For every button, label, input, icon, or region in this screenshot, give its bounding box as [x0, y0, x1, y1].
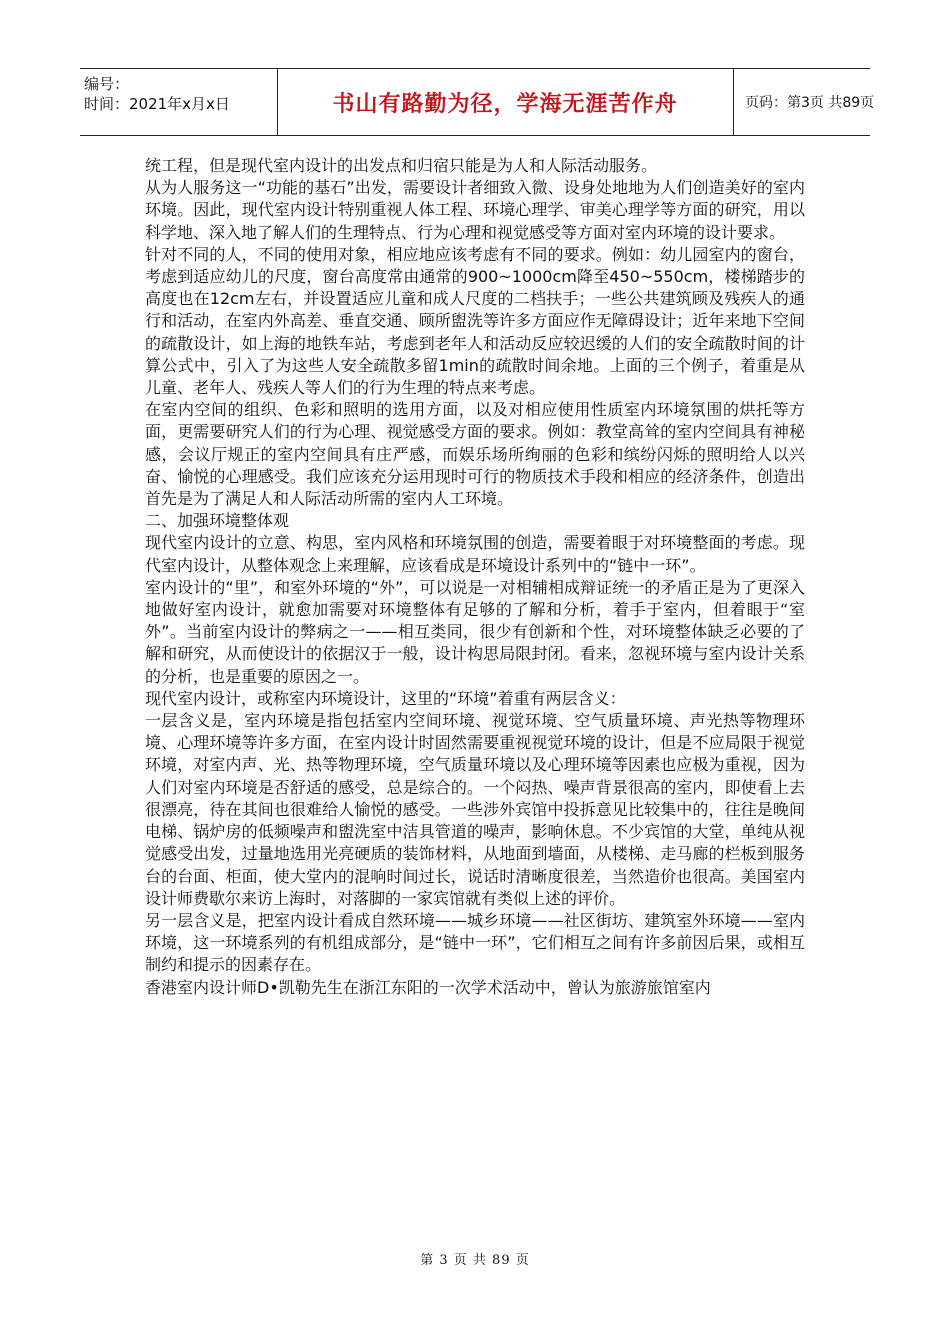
paragraph: 在室内空间的组织、色彩和照明的选用方面，以及对相应使用性质室内环境氛围的烘托等方面，更需要研究人们的行为心理、视觉感受方面的要求。例如：教堂高耸的室内空间具有神秘感，会议厅规正的室内空间具有庄严感，而娱乐场所绚丽的色彩和缤纷闪烁的照明给人以兴奋、愉悦的心理感受。我们应该充分运用现时可行的物质技术手段和相应的经济条件，创造出首先是为了满足人和人际活动所需的室内人工环境。	[145, 400, 805, 509]
header-page-info: 页码：第3页 共89页	[745, 95, 875, 111]
paragraph: 统工程，但是现代室内设计的出发点和归宿只能是为人和人际活动服务。	[145, 156, 658, 175]
paragraph: 针对不同的人，不同的使用对象，相应地应该考虑有不同的要求。例如：幼儿园室内的窗台，考虑到适应幼儿的尺度，窗台高度常由通常的900~1000cm降至450~550cm，楼梯踏步的高度也在12cm左右，并设置适应儿童和成人尺度的二档扶手；一些公共建筑顾及残疾人的通行和活动，在室内外高差、垂直交通、顾所盥洗等许多方面应作无障碍设计；近年来地下空间的疏散设计，如上海的地铁车站，考虑到老年人和活动反应较迟缓的人们的安全疏散时间的计算公式中，引入了为这些人安全疏散多留1min的疏散时间余地。上面的三个例子，着重是从儿童、老年人、残疾人等人们的行为生理的特点来考虑。	[145, 244, 805, 398]
paragraph: 香港室内设计师D•凯勒先生在浙江东阳的一次学术活动中，曾认为旅游旅馆室内	[145, 977, 711, 997]
page-header	[80, 68, 875, 136]
paragraph: 现代室内设计的立意、构思，室内风格和环境氛围的创造，需要着眼于对环境整面的考虑。现代室内设计，从整体观念上来理解，应该看成是环境设计系列中的“链中一环”。	[145, 533, 805, 575]
header-motto: 书山有路勤为径，学海无涯苦作舟	[332, 91, 678, 117]
page-footer: 第 3 页 共 89 页	[420, 1253, 530, 1268]
paragraph: 从为人服务这一“功能的基石”出发，需要设计者细致入微、设身处地地为人们创造美好的室内环境。因此，现代室内设计特别重视人体工程、环境心理学、审美心理学等方面的研究，用以科学地、深入地了解人们的生理特点、行为心理和视觉感受等方面对室内环境的设计要求。	[145, 178, 805, 242]
document-body	[145, 155, 805, 999]
header-page-cell	[733, 69, 875, 135]
document-date-label: 时间：2021年x月x日	[84, 95, 230, 113]
document-number-label: 编号：	[84, 75, 130, 93]
header-meta-cell	[80, 69, 278, 135]
header-motto-cell	[277, 69, 734, 135]
paragraph: 一层含义是，室内环境是指包括室内空间环境、视觉环境、空气质量环境、声光热等物理环境、心理环境等许多方面，在室内设计时固然需要重视视觉环境的设计，但是不应局限于视觉环境，对室内声、光、热等物理环境，空气质量环境以及心理环境等因素也应极为重视，因为人们对室内环境是否舒适的感受，总是综合的。一个闷热、噪声背景很高的室内，即使看上去很漂亮，待在其间也很难给人愉悦的感受。一些涉外宾馆中投拆意见比较集中的，往往是晚间电梯、锅炉房的低频噪声和盥洗室中洁具管道的噪声，影响休息。不少宾馆的大堂，单纯从视觉感受出发，过量地选用光亮硬质的装饰材料，从地面到墙面，从楼梯、走马廊的栏板到服务台的台面、柜面，使大堂内的混响时间过长，说话时清晰度很差，当然造价也很高。美国室内设计师费歇尔来访上海时，对落脚的一家宾馆就有类似上述的评价。	[145, 711, 805, 908]
section-heading: 二、加强环境整体观	[145, 511, 290, 531]
paragraph: 另一层含义是，把室内设计看成自然环境——城乡环境——社区街坊、建筑室外环境——室内环境，这一环境系列的有机组成部分，是“链中一环”，它们相互之间有许多前因后果，或相互制约和提示的因素存在。	[145, 910, 805, 975]
paragraph: 现代室内设计，或称室内环境设计，这里的“环境”着重有两层含义：	[145, 688, 626, 708]
paragraph: 室内设计的“里”，和室外环境的“外”，可以说是一对相辅相成辩证统一的矛盾正是为了更深入地做好室内设计，就愈加需要对环境整体有足够的了解和分析，着手于室内，但着眼于“室外”。当前室内设计的弊病之一——相互类同，很少有创新和个性，对环境整体缺乏必要的了解和研究，从而使设计的依据汉于一般，设计构思局限封闭。看来，忽视环境与室内设计关系的分析，也是重要的原因之一。	[145, 577, 805, 686]
